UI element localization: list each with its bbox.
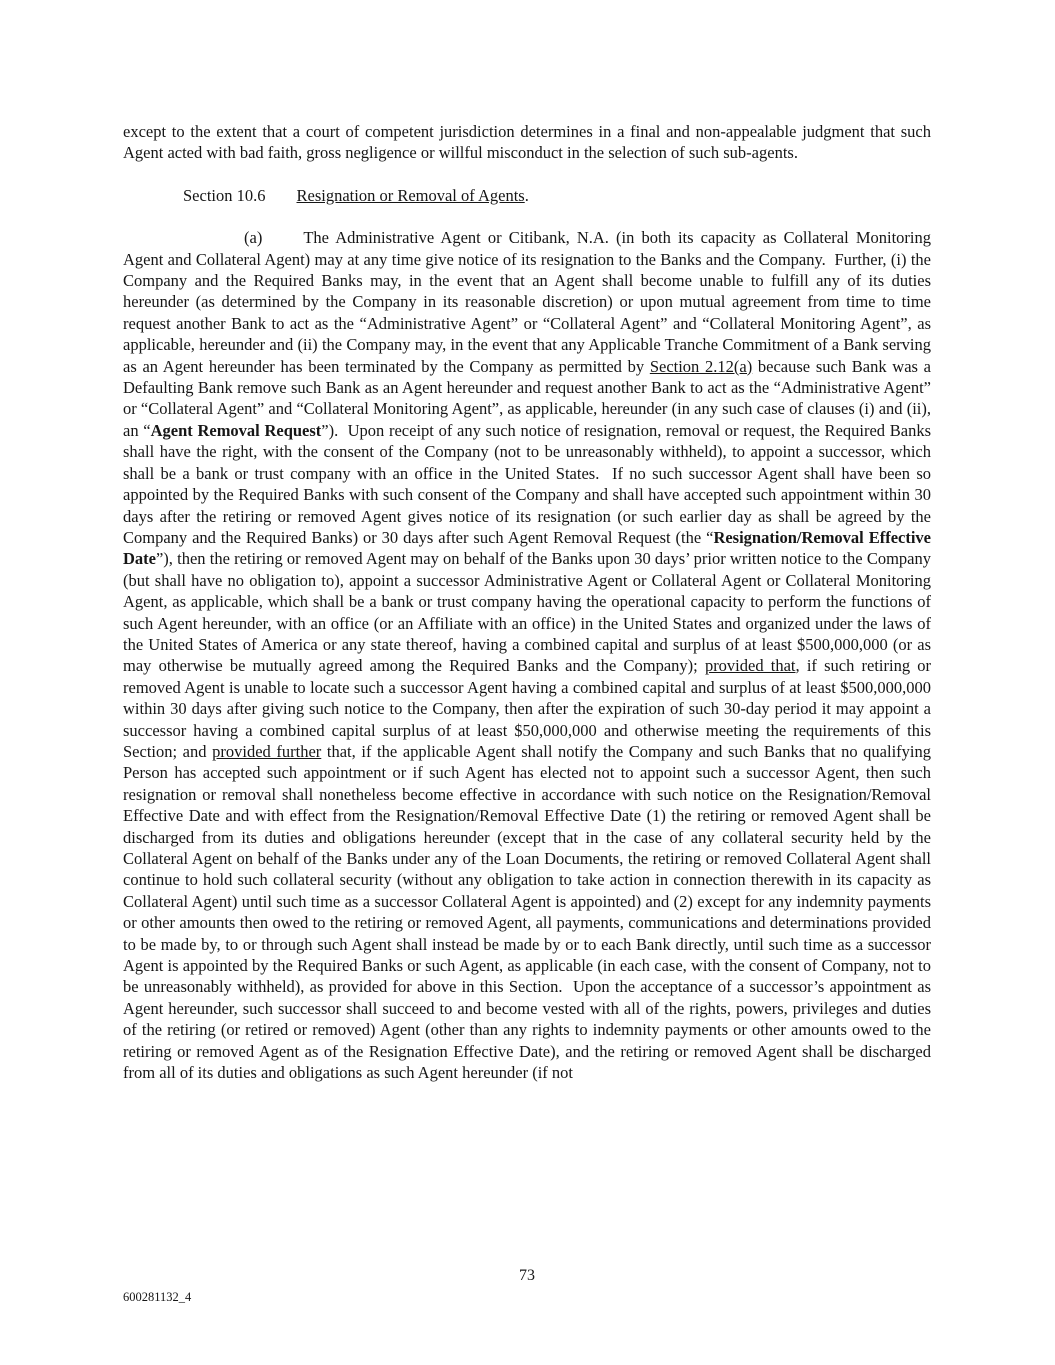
paragraph-a-text: The Administrative Agent or Citibank, N.A. (in both its capacity as Collateral Monitoring Agent and Collateral Agent) may at any time give notice of its resignation to the Banks and the Company. Further, (i) the Company and the Required Banks may, in the event that an Agent shall become unable to fulfill any of its duties hereunder (as determined by the Company in its reasonable discretion) or upon mutual agreement from time to time request another Bank to act as the “Administrative Agent” or “Collateral Agent” and “Collateral Monitoring Agent”, as applicable, hereunder and (ii) the Company may, in the event that any Applicable Tranche Commitment of a Bank serving as an Agent hereunder has been terminated by the Company as permitted by Section 2.12(a) because such Bank was a Defaulting Bank remove such Bank as an Agent hereunder and request another Bank to act as the “Administrative Agent” or “Collateral Agent” and “Collateral Monitoring Agent”, as applicable, hereunder (in any such case of clauses (i) and (ii), an “Agent Removal Request”). Upon receipt of any such notice of resignation, removal or request, the Required Banks shall have the right, with the consent of the Company (not to be unreasonably withheld), to appoint a successor, which shall be a bank or trust company with an office in the United States. If no such successor Agent shall have been so appointed by the Required Banks with such consent of the Company and shall have accepted such appointment within 30 days after the retiring or removed Agent gives notice of its resignation (or such earlier day as shall be agreed by the Company and the Required Banks) or 30 days after such Agent Removal Request (the “Resignation/Removal Effective Date”), then the retiring or removed Agent may on behalf of the Banks upon 30 days’ prior written notice to the Company (but shall have no obligation to), appoint a successor Administrative Agent or Collateral Agent or Collateral Monitoring Agent, as applicable, which shall be a bank or trust company having the operational capacity to perform the functions of such Agent hereunder, with an office (or an Affiliate with an office) in the United States and organized under the laws of the United States of America or any state thereof, having a combined capital and surplus of at least $500,000,000 (or as may otherwise be mutually agreed among the Required Banks and the Company); provided that, if such retiring or removed Agent is unable to locate such a successor Agent having a combined capital and surplus of at least $500,000,000 within 30 days after giving such notice to the Company, then after the expiration of such 30-day period it may appoint a successor having a combined capital surplus of at least $50,000,000 and otherwise meeting the requirements of this Section; and provided further that, if the applicable Agent shall notify the Company and such Banks that no qualifying Person has accepted such appointment or if such Agent has elected not to appoint such a successor Agent, then such resignation or removal shall nonetheless become effective in accordance with such notice on the Resignation/Removal Effective Date and with effect from the Resignation/Removal Effective Date (1) the retiring or removed Agent shall be discharged from its duties and obligations hereunder (except that in the case of any collateral security held by the Collateral Agent on behalf of the Banks under any of the Loan Documents, the retiring or removed Collateral Agent shall continue to hold such collateral security (without any obligation to take action in connection therewith in its capacity as Collateral Agent) until such time as a successor Collateral Agent is appointed) and (2) except for any indemnity payments or other amounts then owed to the retiring or removed Agent, all payments, communications and determinations provided to be made by, to or through such Agent shall instead be made by or to each Bank directly, until such time as a successor Agent is appointed by the Required Banks or such Agent, as applicable (in each case, with the consent of Company, not to be unreasonably withheld), as provided for above in this Section. Upon the acceptance of a successor’s appointment as Agent hereunder, such successor shall succeed to and become vested with all of the rights, powers, privileges and duties of the retiring (or retired or removed) Agent (other than any rights to indemnity payments or other amounts owed to the retiring or removed Agent as of the Resignation Effective Date), and the retiring or removed Agent shall be discharged from all of its duties and obligations as such Agent hereunder (if not [123, 228, 936, 1083]
page-footer [123, 1246, 931, 1305]
section-title: Resignation or Removal of Agents [296, 185, 525, 205]
section-title-period: . [524, 185, 529, 205]
document-id: 600281132_4 [123, 1290, 192, 1304]
section-heading [123, 185, 931, 206]
paragraph-a [123, 227, 936, 1083]
page-number: 73 [519, 1267, 535, 1284]
intro-paragraph: except to the extent that a court of competent jurisdiction determines in a final and non-appealable judgment that such Agent acted with bad faith, gross negligence or willful misconduct in the selection of such sub-agents. [123, 122, 935, 163]
section-number: Section 10.6 [183, 185, 266, 205]
paragraph-a-label: (a) [244, 228, 263, 248]
